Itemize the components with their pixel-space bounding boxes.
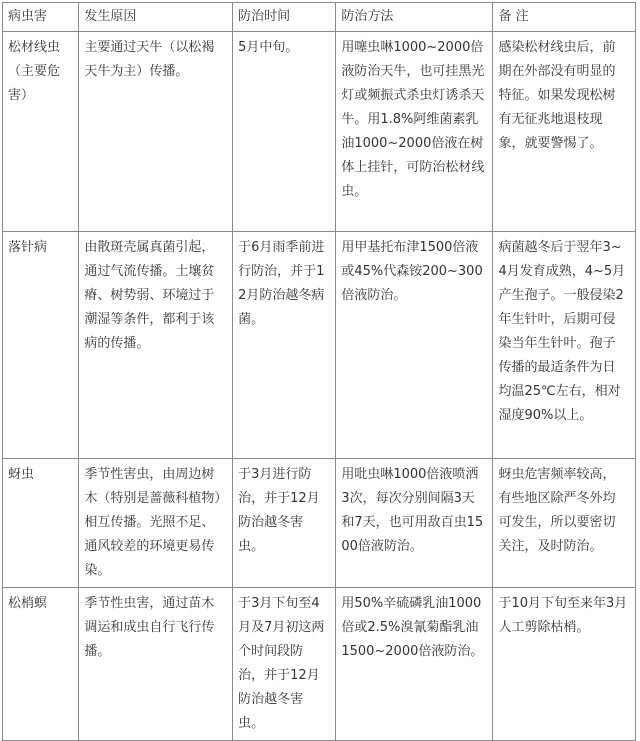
cell-method: 用甲基托布津1500倍液或45%代森铵200~300倍液防治。 [336,232,493,459]
header-time: 防治时间 [233,3,336,32]
pest-control-table [2,2,636,741]
cell-note: 病菌越冬后于翌年3~4月发育成熟，4~5月产生孢子。一般侵染2年生针叶，后期可侵染当年生针叶。孢子传播的最适条件为日均温25℃左右，相对湿度90%以上。 [493,232,636,459]
cell-pest: 松材线虫（主要危害） [3,32,79,232]
cell-note: 感染松材线虫后，前期在外部没有明显的特征。如果发现松树有无征兆地退枝现象，就要警惕了。 [493,32,636,232]
cell-cause: 主要通过天牛（以松褐天牛为主）传播。 [79,32,233,232]
cell-note: 蚜虫危害频率较高，有些地区除严冬外均可发生，所以要密切关注，及时防治。 [493,459,636,588]
table-row [3,459,636,588]
table-row [3,232,636,459]
header-cause: 发生原因 [79,3,233,32]
cell-time: 于6月雨季前进行防治，并于12月防治越冬病菌。 [233,232,336,459]
cell-time: 5月中旬。 [233,32,336,232]
header-row [3,3,636,32]
cell-note: 于10月下旬至来年3月人工剪除枯梢。 [493,588,636,741]
cell-pest: 松梢螟 [3,588,79,741]
cell-pest: 蚜虫 [3,459,79,588]
table-row [3,588,636,741]
header-method: 防治方法 [336,3,493,32]
cell-method: 用噻虫啉1000~2000倍液防治天牛，也可挂黑光灯或频振式杀虫灯诱杀天牛。用1.8%阿维菌素乳油1000~2000倍液在树体上挂针，可防治松材线虫。 [336,32,493,232]
cell-time: 于3月进行防治，并于12月防治越冬害虫。 [233,459,336,588]
cell-method: 用吡虫啉1000倍液喷洒3次，每次分别间隔3天和7天，也可用敌百虫1500倍液防治。 [336,459,493,588]
cell-cause: 由散斑壳属真菌引起，通过气流传播。土壤贫瘠、树势弱、环境过于潮湿等条件，都利于该病的传播。 [79,232,233,459]
header-note: 备 注 [493,3,636,32]
cell-pest: 落针病 [3,232,79,459]
table-row [3,32,636,232]
header-pest: 病虫害 [3,3,79,32]
cell-cause: 季节性害虫，由周边树木（特别是蔷薇科植物）相互传播。光照不足、通风较差的环境更易传染。 [79,459,233,588]
cell-time: 于3月下旬至4月及7月初这两个时间段防治，并于12月防治越冬害虫。 [233,588,336,741]
cell-method: 用50%辛硫磷乳油1000倍或2.5%溴氰菊酯乳油1500~2000倍液防治。 [336,588,493,741]
cell-cause: 季节性虫害，通过苗木调运和成虫自行飞行传播。 [79,588,233,741]
